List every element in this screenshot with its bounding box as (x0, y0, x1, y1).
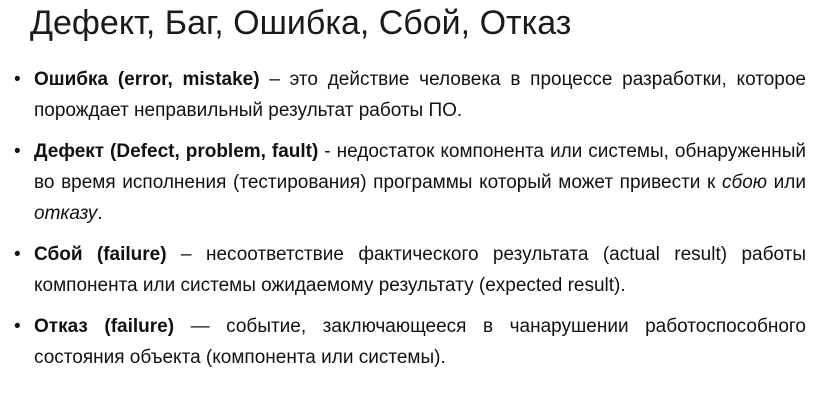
list-item-failure (0, 239, 816, 301)
definition-defect-end: . (97, 203, 103, 224)
definition-breakdown: — событие, заключающееся в чанарушении работоспособного состояния объекта (компонента или системы). (34, 316, 806, 368)
definition-defect: - недостаток компонента или системы, обнаруженный во время исполнения (тестирования) программы который может привести к (34, 141, 806, 193)
term-failure: Сбой (failure) (34, 244, 167, 265)
emphasis-fault: отказу (34, 203, 98, 224)
list-item-error (0, 64, 816, 126)
definition-defect-mid: или (767, 172, 806, 193)
bullet-icon: • (14, 69, 21, 90)
term-error: Ошибка (error, mistake) (34, 69, 260, 90)
list-item-defect (0, 136, 816, 229)
list-item-breakdown (0, 311, 816, 373)
bullet-icon: • (14, 141, 21, 162)
term-defect: Дефект (Defect, problem, fault) (34, 141, 319, 162)
definitions-list (0, 64, 816, 383)
emphasis-failure: сбою (722, 172, 768, 193)
definition-failure: – несоответствие фактического результата (actual result) работы компонента или системы ожидаемому результату (expected result). (34, 244, 806, 296)
bullet-icon: • (14, 316, 21, 337)
slide-title: Дефект, Баг, Ошибка, Сбой, Отказ (30, 4, 572, 42)
definition-error: – это действие человека в процессе разработки, которое порождает неправильный результат работы ПО. (34, 69, 806, 121)
term-breakdown: Отказ (failure) (34, 316, 175, 337)
bullet-icon: • (14, 244, 21, 265)
